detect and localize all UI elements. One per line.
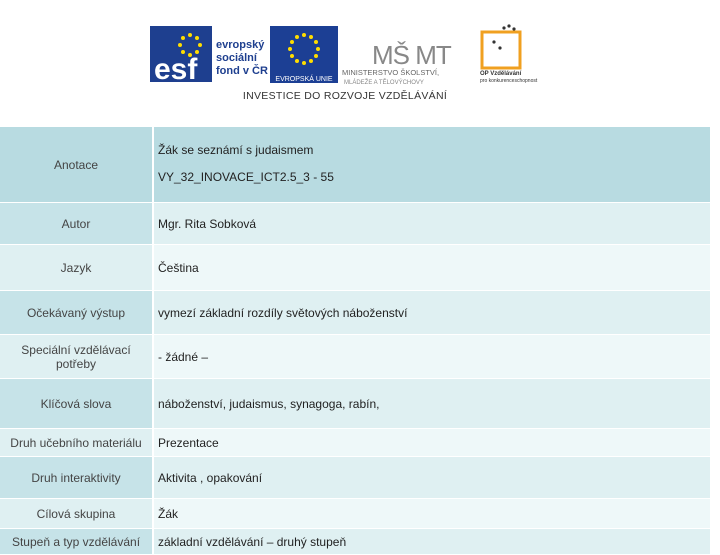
value-cilova-skupina: Žák: [153, 499, 710, 529]
msmt-mark: MŠ MT: [372, 40, 451, 70]
table-row: [0, 457, 710, 499]
eu-caption: EVROPSKÁ UNIE: [275, 76, 333, 83]
metadata-table: [0, 126, 710, 555]
msmt-line1: MINISTERSTVO ŠKOLSTVÍ,: [342, 68, 440, 77]
label-stupen-typ: Stupeň a typ vzdělávání: [0, 529, 153, 555]
op-line1: OP Vzdělávání: [480, 71, 522, 77]
eu-flag-logo: [270, 26, 340, 84]
esf-text-line3: fond v ČR: [216, 65, 268, 77]
esf-text-line1: evropský: [216, 39, 265, 51]
op-vzdelavani-logo: [474, 22, 544, 86]
value-specialni-potreby: - žádné –: [153, 335, 710, 379]
value-ocekavany-vystup: vymezí základní rozdíly světových náboženství: [153, 291, 710, 335]
table-row: [0, 245, 710, 291]
logo-banner: [0, 0, 720, 110]
label-druh-interaktivity: Druh interaktivity: [0, 457, 153, 499]
label-druh-materialu: Druh učebního materiálu: [0, 429, 153, 457]
esf-text-line2: sociální: [216, 52, 257, 64]
table-row: [0, 335, 710, 379]
table-row: [0, 529, 710, 555]
value-klicova-slova: náboženství, judaismus, synagoga, rabín,: [153, 379, 710, 429]
op-line2: pro konkurenceschopnost: [480, 78, 538, 84]
label-cilova-skupina: Cílová skupina: [0, 499, 153, 529]
anotace-line1: Žák se seznámí s judaismem: [158, 143, 314, 157]
value-autor: Mgr. Rita Sobková: [153, 203, 710, 245]
banner-caption: INVESTICE DO ROZVOJE VZDĚLÁVÁNÍ: [242, 90, 448, 102]
esf-mark: esf: [154, 53, 198, 84]
value-jazyk: Čeština: [153, 245, 710, 291]
value-stupen-typ: základní vzdělávání – druhý stupeň: [153, 529, 710, 555]
esf-logo: [150, 26, 270, 84]
table-row: [0, 499, 710, 529]
table-row: [0, 291, 710, 335]
msmt-logo: [342, 24, 462, 86]
table-row: [0, 379, 710, 429]
table-row: [0, 203, 710, 245]
value-anotace: [153, 127, 710, 203]
value-druh-interaktivity: Aktivita , opakování: [153, 457, 710, 499]
anotace-line2: VY_32_INOVACE_ICT2.5_3 - 55: [158, 170, 334, 184]
label-jazyk: Jazyk: [0, 245, 153, 291]
table-row: [0, 429, 710, 457]
label-anotace: Anotace: [0, 127, 153, 203]
table-row-anotace: [0, 127, 710, 203]
msmt-line2: MLÁDEŽE A TĚLOVÝCHOVY: [344, 80, 424, 86]
value-druh-materialu: Prezentace: [153, 429, 710, 457]
label-specialni-potreby: Speciální vzdělávací potřeby: [0, 335, 153, 379]
label-autor: Autor: [0, 203, 153, 245]
label-klicova-slova: Klíčová slova: [0, 379, 153, 429]
label-ocekavany-vystup: Očekávaný výstup: [0, 291, 153, 335]
